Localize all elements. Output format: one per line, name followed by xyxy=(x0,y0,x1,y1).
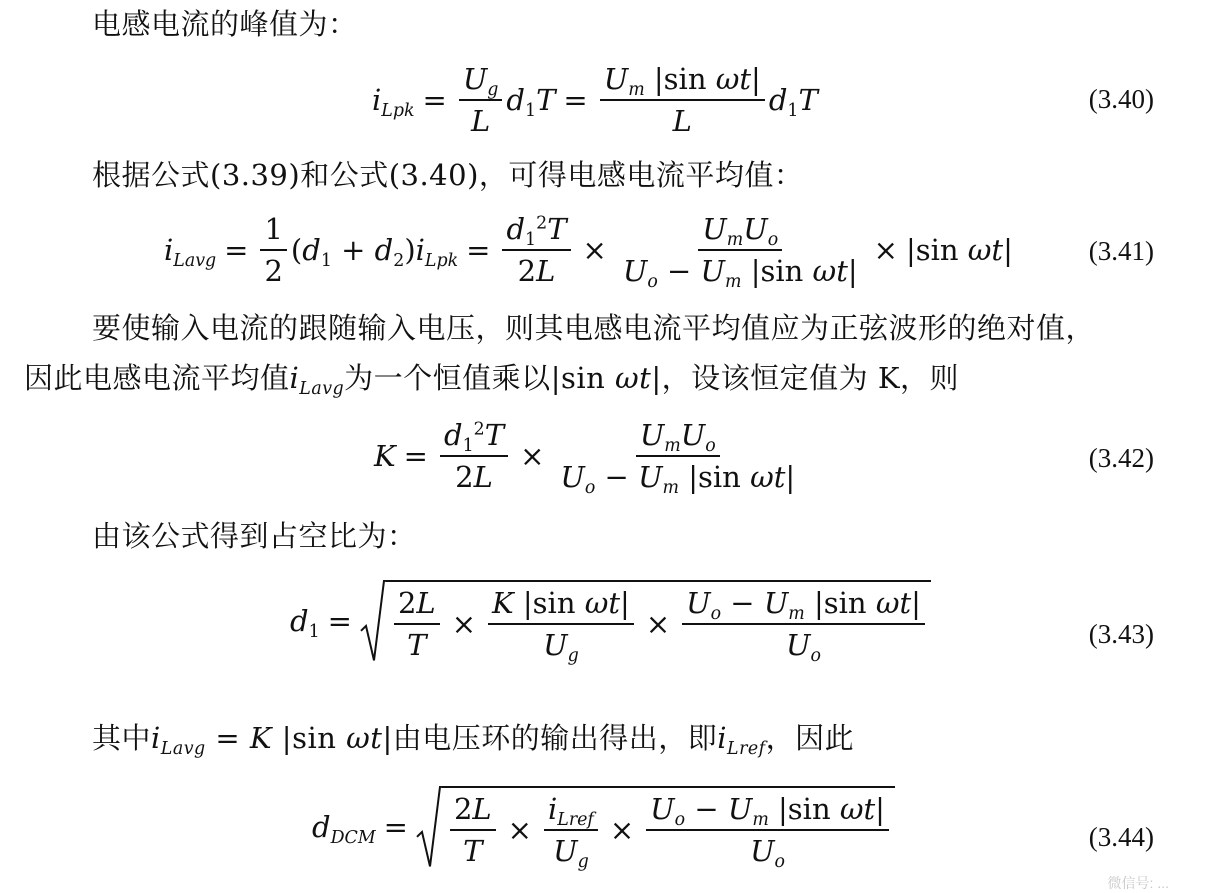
text-segment: 为一个恒值乘以 xyxy=(344,361,551,395)
paragraph-average-current-intro: 根据公式(3.39)和公式(3.40)，可得电感电流平均值： xyxy=(92,158,804,192)
equation-3-41: $i_{Lavg}$ = $\frac{1}{2}$ $(d_1 + d_2)i_{Lpk}$ = $\frac{d_1^2T}{2L}$ × $\frac{U_mU_o}{U_o - U_m |\sin \omega t|}$ × |sin ωt| xyxy=(164,212,1013,293)
paragraph-voltage-loop: 其中$i_{Lavg} = K$ |sin ωt|由电压环的输出得出，即$i_{Lref}$，因此 xyxy=(92,721,855,760)
equation-3-44: $d_{DCM}$ = $\frac{2L}{T}$ × $\frac{i_{Lref}}{U_g}$ × $\frac{U_o - U_m |\sin \omega t|}{U_o}$ xyxy=(312,786,895,868)
square-root-icon: $\frac{2L}{T}$ × $\frac{i_{Lref}}{U_g}$ × $\frac{U_o - U_m |\sin \omega t|}{U_o}$ xyxy=(416,786,895,868)
equation-number-3-43: (3.43) xyxy=(1088,619,1154,649)
watermark: 微信号: ... xyxy=(1107,875,1169,891)
text-segment: 其中 xyxy=(92,721,152,755)
equation-3-42: K = $\frac{d_1^2T}{2L}$ × $\frac{U_mU_o}{U_o - U_m |\sin \omega t|}$ xyxy=(374,418,796,499)
equation-number-3-44: (3.44) xyxy=(1088,822,1154,852)
equation-3-43: $d_1$ = $\frac{2L}{T}$ × $\frac{\text{K |sin ωt|}}{U_g}$ × $\frac{U_o - U_m |\sin \omega t|}{U_o}$ xyxy=(290,580,931,662)
paragraph-peak-current-intro: 电感电流的峰值为： xyxy=(92,7,358,41)
text-segment: 由电压环的输出得出，即 xyxy=(392,721,718,755)
text-segment: 因此电感电流平均值 xyxy=(24,361,290,395)
equation-3-40: $i_{Lpk}$ = $\frac{U_g}{L}$ $d_1T$ = $\frac{U_m |\sin \omega t|}{L}$ $d_1T$ xyxy=(372,62,818,138)
equation-number-3-41: (3.41) xyxy=(1088,236,1154,266)
equation-number-3-40: (3.40) xyxy=(1088,84,1154,114)
square-root-icon: $\frac{2L}{T}$ × $\frac{\text{K |sin ωt|}}{U_g}$ × $\frac{U_o - U_m |\sin \omega t|}{U_o}$ xyxy=(360,580,931,662)
paragraph-duty-cycle-intro: 由该公式得到占空比为： xyxy=(92,519,417,553)
paragraph-tracking-line2: 因此电感电流平均值$i_{Lavg}$为一个恒值乘以|sin ωt|，设该恒定值为 K，则 xyxy=(24,361,959,400)
equation-number-3-42: (3.42) xyxy=(1088,443,1154,473)
paragraph-tracking-line1: 要使输入电流的跟随输入电压，则其电感电流平均值应为正弦波形的绝对值， xyxy=(92,311,1096,345)
text-segment: ，因此 xyxy=(765,721,855,755)
text-segment: ，设该恒定值为 K，则 xyxy=(661,361,959,395)
